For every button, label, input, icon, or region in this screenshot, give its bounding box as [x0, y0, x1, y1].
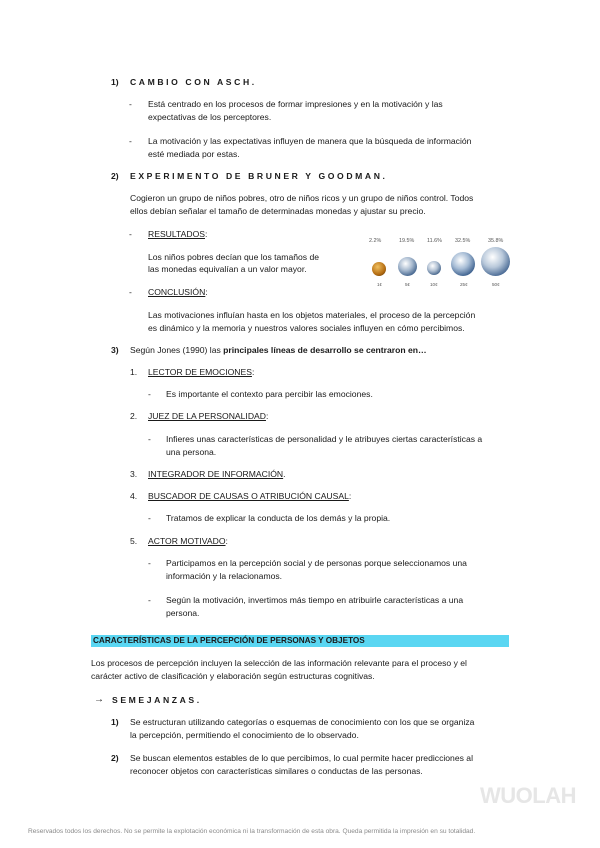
- semejanza-2-line-2: reconocer objetos con características similares o conductas de las personas.: [130, 766, 423, 776]
- coin-half-dollar: [481, 247, 510, 276]
- coin-percent-1: 2.2%: [369, 238, 382, 244]
- conclusion-line-2: es dinámico y la memoria y nuestros valores sociales influyen en cómo percibimos.: [148, 323, 465, 333]
- bullet-dash: -: [148, 389, 151, 399]
- coin-percent-5: 35.8%: [488, 238, 504, 244]
- item-5-line-2: información y la relacionamos.: [166, 571, 283, 581]
- results-line-1: Los niños pobres decían que los tamaños de: [148, 252, 320, 262]
- results-line-2: las monedas equivalían a un valor mayor.: [148, 264, 307, 274]
- semejanza-2-number: 2): [111, 753, 119, 763]
- section-2-title: EXPERIMENTO DE BRUNER Y GOODMAN.: [130, 171, 388, 181]
- semejanza-1-line-1: Se estructuran utilizando categorías o esquemas de conocimiento con los que se organiza: [130, 717, 475, 727]
- bullet-dash: -: [129, 229, 132, 239]
- coin-penny: [372, 262, 386, 276]
- item-5-heading: [148, 535, 228, 548]
- coin-percent-2: 19.5%: [399, 238, 415, 244]
- item-1-label: LECTOR DE EMOCIONES: [148, 367, 252, 377]
- item-2-label: JUEZ DE LA PERSONALIDAD: [148, 411, 266, 421]
- item-5-suffix: :: [225, 536, 228, 546]
- arrow-right-icon: →: [94, 694, 104, 705]
- coin-nickel: [398, 257, 417, 276]
- char-para-line-1: Los procesos de percepción incluyen la selección de las información relevante para el proceso y el: [91, 658, 467, 668]
- bullet-dash: -: [129, 136, 132, 146]
- item-1-suffix: :: [251, 367, 255, 377]
- s2-intro-line-1: Cogieron un grupo de niños pobres, otro de niños ricos y un grupo de niños control. Todos: [130, 193, 474, 203]
- s1-bullet-1-line-1: Está centrado en los procesos de formar impresiones y en la motivación y las: [148, 99, 443, 109]
- s1-bullet-2-line-1: La motivación y las expectativas influyen de manera que la búsqueda de información: [148, 136, 472, 146]
- item-4-label: BUSCADOR DE CAUSAS O ATRIBUCIÓN CAUSAL: [148, 491, 349, 501]
- bullet-dash: -: [148, 558, 151, 568]
- s1-bullet-1-line-2: expectativas de los perceptores.: [148, 112, 272, 122]
- coin-quarter: [451, 252, 475, 276]
- characteristics-heading: CARACTERÍSTICAS DE LA PERCEPCIÓN DE PERSONAS Y OBJETOS: [93, 636, 365, 645]
- coin-label-1: 1¢: [377, 282, 383, 287]
- item-4-line-1: Tratamos de explicar la conducta de los demás y la propia.: [166, 513, 391, 523]
- item-1-heading: [148, 366, 254, 379]
- semejanza-2-line-1: Se buscan elementos estables de lo que percibimos, lo cual permite hacer predicciones al: [130, 753, 473, 763]
- coin-label-3: 10¢: [430, 282, 438, 287]
- char-para-line-2: carácter activo de clasificación y elaboración según estructuras cognitivas.: [91, 671, 375, 681]
- coin-percent-4: 32.5%: [455, 238, 471, 244]
- semejanza-1-number: 1): [111, 717, 119, 727]
- bullet-dash: -: [129, 99, 132, 109]
- item-5-number: 5.: [130, 536, 138, 546]
- bullet-dash: -: [148, 434, 151, 444]
- section-3-intro: [130, 344, 427, 357]
- conclusion-line-1: Las motivaciones influían hasta en los objetos materiales, el proceso de la percepción: [148, 310, 476, 320]
- coin-label-5: 50¢: [492, 282, 500, 287]
- coin-label-2: 5¢: [405, 282, 411, 287]
- item-5-label: ACTOR MOTIVADO: [148, 536, 226, 546]
- item-5-line-3: Según la motivación, invertimos más tiempo en atribuirle características a una: [166, 595, 464, 605]
- s2-intro-line-2: ellos debían señalar el tamaño de determinadas monedas y ajustar su precio.: [130, 206, 426, 216]
- item-3-number: 3.: [130, 469, 138, 479]
- coin-percent-3: 11.6%: [427, 238, 442, 244]
- conclusion-label: CONCLUSIÓN: [148, 287, 206, 297]
- item-2-suffix: :: [265, 411, 269, 421]
- semejanza-1-line-2: la percepción, permitiendo el conocimiento de lo observado.: [130, 730, 359, 740]
- bullet-dash: -: [129, 287, 132, 297]
- results-label: RESULTADOS: [148, 229, 205, 239]
- item-5-line-4: persona.: [166, 608, 200, 618]
- item-4-suffix: :: [348, 491, 352, 501]
- results-heading: RESULTADOS:: [148, 229, 208, 239]
- section-3-number: 3): [111, 345, 119, 355]
- semejanzas-title: SEMEJANZAS.: [112, 695, 202, 705]
- s1-bullet-2-line-2: esté mediada por estas.: [148, 149, 240, 159]
- coin-dime: [427, 261, 441, 275]
- item-3-label: INTEGRADOR DE INFORMACIÓN: [148, 469, 284, 479]
- item-2-heading: [148, 410, 268, 423]
- item-2-number: 2.: [130, 411, 138, 421]
- item-2-line-1: Infieres unas características de personalidad y le atribuyes ciertas características a: [166, 434, 483, 444]
- coin-label-4: 25¢: [460, 282, 468, 287]
- footer-rights-notice: Reservados todos los derechos. No se permite la explotación económica ni la transformación de esta obra. Queda permitida la impresión en su totalidad.: [28, 828, 476, 835]
- item-4-heading: [148, 490, 351, 503]
- item-1-line-1: Es importante el contexto para percibir las emociones.: [166, 389, 373, 399]
- item-3-suffix: .: [283, 469, 286, 479]
- item-3-heading: [148, 468, 286, 481]
- section-1-number: 1): [111, 77, 119, 87]
- section-3-intro-bold: principales líneas de desarrollo se centraron en…: [223, 345, 427, 355]
- bullet-dash: -: [148, 513, 151, 523]
- item-5-line-1: Participamos en la percepción social y de personas porque seleccionamos una: [166, 558, 467, 568]
- section-3-intro-prefix: Según Jones (1990) las: [130, 345, 224, 355]
- bullet-dash: -: [148, 595, 151, 605]
- item-2-line-2: una persona.: [166, 447, 217, 457]
- conclusion-heading: CONCLUSIÓN:: [148, 287, 208, 297]
- item-1-number: 1.: [130, 367, 138, 377]
- section-1-title: CAMBIO CON ASCH.: [130, 77, 257, 87]
- item-4-number: 4.: [130, 491, 138, 501]
- section-2-number: 2): [111, 171, 119, 181]
- wuolah-watermark-logo: WUOLAH: [480, 783, 576, 808]
